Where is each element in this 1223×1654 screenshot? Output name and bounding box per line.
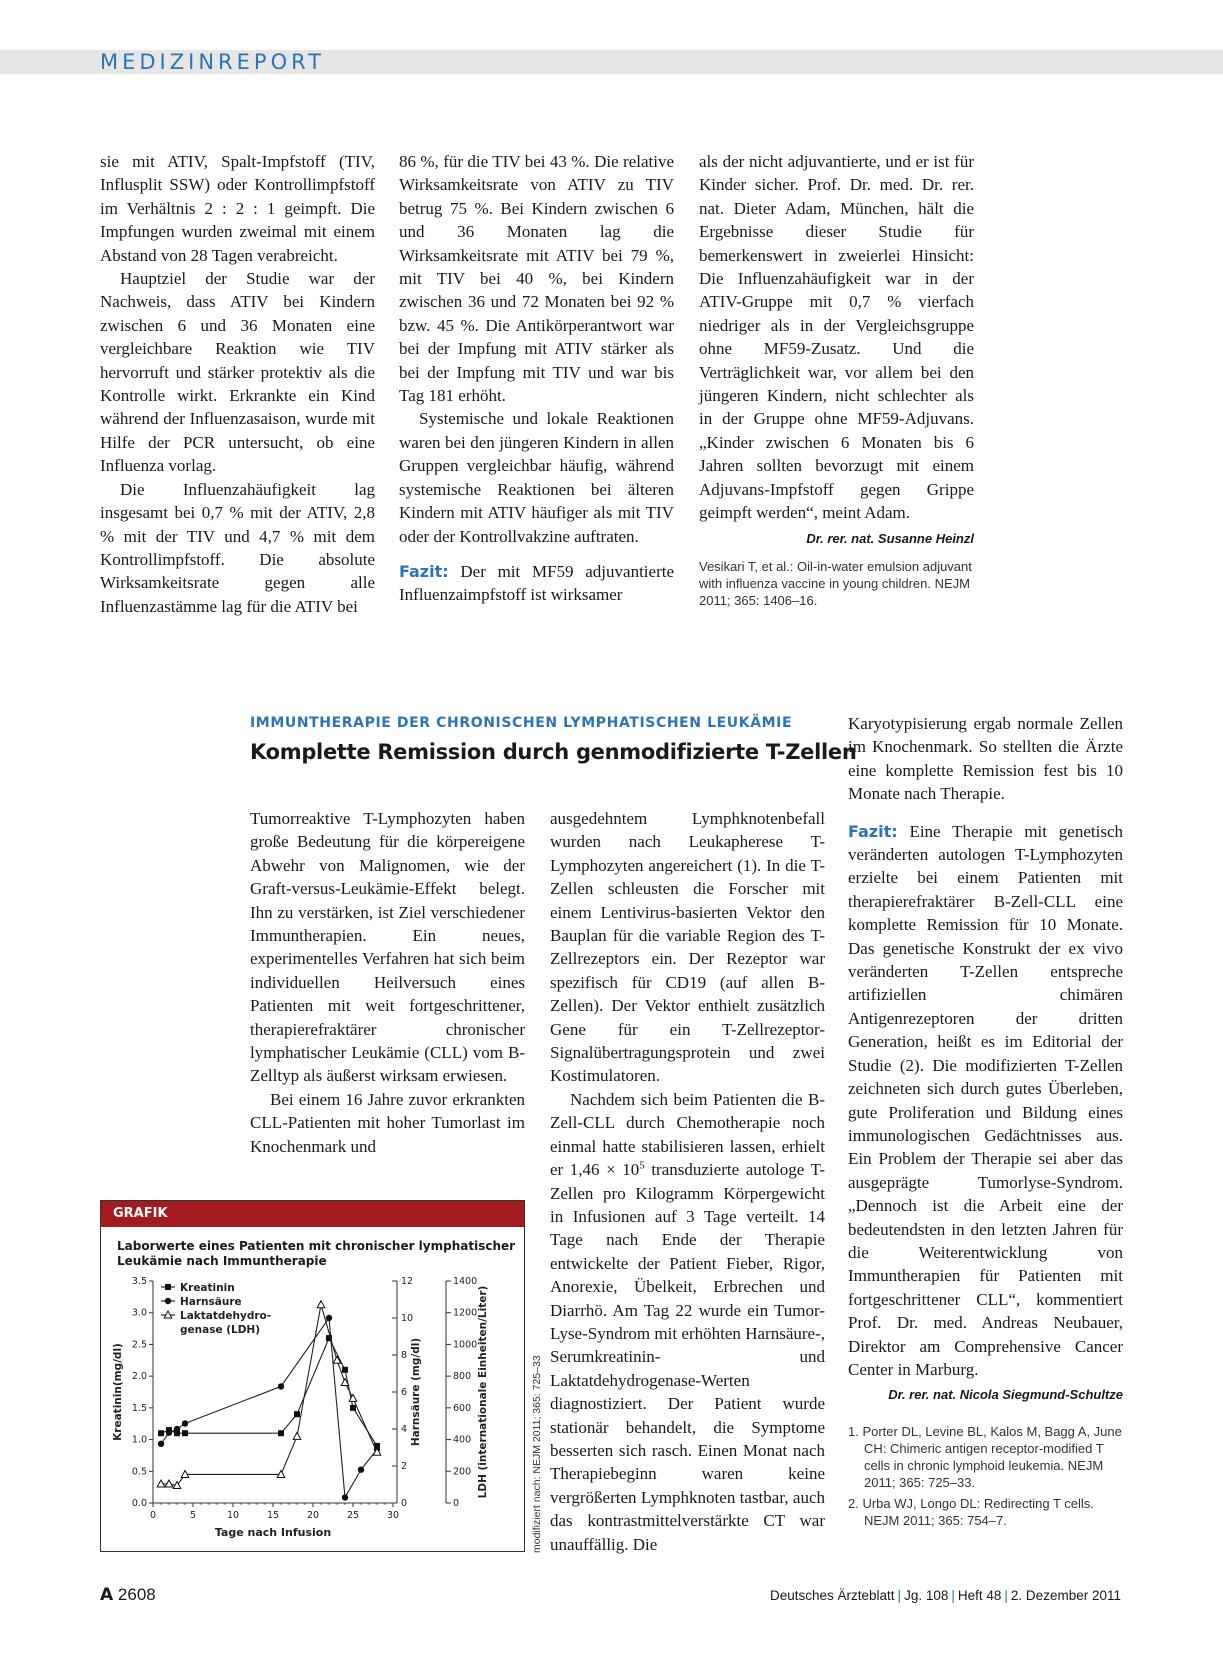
page-prefix: A bbox=[100, 1585, 114, 1605]
superscript: 5 bbox=[639, 1159, 645, 1172]
page-number bbox=[100, 1585, 156, 1605]
series-line-kreatinin bbox=[161, 1338, 377, 1446]
separator: | bbox=[1004, 1588, 1008, 1603]
fazit-paragraph bbox=[848, 820, 1123, 1382]
data-point-harnsaeure bbox=[342, 1494, 348, 1500]
data-point-harnsaeure bbox=[358, 1467, 364, 1473]
journal-issue: Heft 48 bbox=[957, 1588, 1002, 1603]
fazit-label: Fazit: bbox=[848, 821, 898, 841]
x-tick-label: 5 bbox=[189, 1510, 197, 1521]
legend-marker bbox=[165, 1298, 171, 1304]
legend-label: Laktatdehydro- bbox=[180, 1310, 272, 1322]
y-tick-label-mid: 6 bbox=[401, 1387, 408, 1398]
data-point-kreatinin bbox=[350, 1405, 356, 1411]
fazit-text: Eine Therapie mit genetisch veränderten autologen T-Lymphozyten erzielte bei einem Patienten mit therapierefraktärer B-Zell-CLL eine komplette Remission für 10 Monate. Das genetische Konstrukt der ex vivo veränderten T-Zellen entspreche artifiziellen chimären Antigenrezeptoren der dritten Generation, heißt es im Editorial der Studie (2). Die modifizierten T-Zellen zeichneten sich durch gutes Überleben, gute Proliferation und Bildung eines immunologischen Gedächtnisses aus. Ein Problem der Therapie sei aber das ausgeprägte Tumorlyse-Syndrom. „Dennoch ist die Arbeit eine der bedeutendsten in den letzten Jahren für die Weiterentwicklung von Immuntherapien für Patienten mit fortgeschrittener CLL“, kommentiert Prof. Dr. med. Andreas Neubauer, Direktor am Comprehensive Cancer Center in Marburg. bbox=[848, 821, 1123, 1379]
data-point-kreatinin bbox=[278, 1430, 284, 1436]
paragraph: Karyotypisierung ergab normale Zellen im Knochenmark. So stellten die Ärzte eine komplette Remission fest bis 10 Monate nach Therapie. bbox=[848, 714, 1123, 804]
y-tick-label-left: 2.5 bbox=[131, 1339, 147, 1351]
data-point-harnsaeure bbox=[158, 1441, 164, 1447]
y-tick-label-right: 1400 bbox=[453, 1276, 478, 1287]
x-axis-label: Tage nach Infusion bbox=[214, 1526, 332, 1539]
separator: | bbox=[951, 1588, 955, 1603]
journal-volume: Jg. 108 bbox=[904, 1588, 949, 1603]
figure-label: GRAFIK bbox=[101, 1201, 524, 1227]
y-tick-label-left: 0.5 bbox=[131, 1466, 147, 1478]
fazit-label: Fazit: bbox=[399, 561, 449, 581]
y-tick-label-mid: 12 bbox=[401, 1276, 414, 1287]
legend-label: Harnsäure bbox=[180, 1296, 242, 1308]
data-point-harnsaeure bbox=[174, 1426, 180, 1432]
text-span: transduzierte autologe T-Zellen pro Kilogramm Körpergewicht in Infusionen auf 3 Tage verteilt. 14 Tage nach Ende der Therapie entwickelte der Patient Fieber, Rigor, Anorexie, Übelkeit, Erbrechen und Diarrhö. Am Tag 22 wurde ein Tumor-Lyse-Syndrom mit erhöhten Harnsäure-, Serumkreatinin- und Laktatdehydrogenase-Werten diagnostiziert. Der Patient wurde stationär behandelt, die Symptome besserten sich rasch. Einen Monat nach Therapiebeginn waren keine vergrößerten Lymphknoten tastbar, auch das kontrastmittelverstärkte CT war unauffällig. Die bbox=[550, 1160, 825, 1554]
fazit-text: Der mit MF59 adjuvantierte Influenzaimpfstoff ist wirksamer bbox=[399, 561, 675, 605]
x-tick-label: 30 bbox=[386, 1510, 400, 1521]
paragraph: sie mit ATIV, Spalt-Impfstoff (TIV, Influsplit SSW) oder Kontrollimpfstoff im Verhältnis 2 : 2 : 1 geimpft. Die Impfungen wurden zweimal mit einem Abstand von 28 Tagen verabreicht. bbox=[100, 152, 375, 265]
data-point-ldh bbox=[317, 1301, 325, 1308]
figure-source: modifiziert nach: NEJM 2011; 365: 725–33 bbox=[531, 1355, 543, 1553]
article1-column-3 bbox=[699, 150, 974, 609]
y-tick-label-left: 1.5 bbox=[131, 1402, 147, 1414]
legend-marker bbox=[165, 1284, 171, 1290]
paragraph: als der nicht adjuvantierte, und er ist für Kinder sicher. Prof. Dr. med. Dr. rer. nat. Dieter Adam, München, hält die Ergebnisse dieser Studie für bemerkenswert in zweierlei Hinsicht: Die Influenzahäufigkeit war in der ATIV-Gruppe mit 0,7 % vierfach niedriger als in der Vergleichsgruppe ohne MF59-Zusatz. Und die Verträglichkeit war, vor allem bei den jüngeren Kindern, nicht schlechter als in der Gruppe ohne MF59-Adjuvans. „Kinder zwischen 6 Monaten bis 6 Jahren sollten bevorzugt mit einem Adjuvans-Impfstoff gegen Grippe geimpft werden“, meint Adam. bbox=[699, 152, 974, 523]
journal-name: Deutsches Ärzteblatt bbox=[769, 1588, 895, 1603]
figure-title: Laborwerte eines Patienten mit chronischer lymphatischer Leukämie nach Immuntherapie bbox=[117, 1239, 516, 1268]
y-tick-label-right: 0 bbox=[453, 1498, 460, 1509]
y-tick-label-right: 200 bbox=[453, 1466, 472, 1478]
paragraph: Systemische und lokale Reaktionen waren bei den jüngeren Kindern in allen Gruppen vergleichbar häufig, während systemische Reaktionen bei älteren Kindern mit ATIV häufiger als mit TIV oder der Kontrollvakzine auftraten. bbox=[399, 409, 674, 546]
paragraph: Hauptziel der Studie war der Nachweis, dass ATIV bei Kindern zwischen 6 und 36 Monaten eine vergleichbare Reaktion wie TIV hervorruft und stärker protektiv als die Kontrolle wirkt. Erkrankte ein Kind während der Influenzasaison, wurde mit Hilfe der PCR untersucht, ob eine Influenza vorlag. bbox=[100, 269, 375, 476]
y-tick-label-mid: 10 bbox=[401, 1313, 414, 1324]
y-tick-label-right: 1000 bbox=[453, 1339, 478, 1351]
separator: | bbox=[897, 1588, 902, 1603]
article2-column-2 bbox=[550, 807, 825, 1556]
x-tick-label: 20 bbox=[306, 1510, 320, 1521]
figure-box bbox=[100, 1200, 525, 1552]
article-kicker: IMMUNTHERAPIE DER CHRONISCHEN LYMPHATISCHEN LEUKÄMIE bbox=[250, 715, 793, 731]
article2-column-3 bbox=[848, 712, 1123, 1529]
reference: Vesikari T, et al.: Oil-in-water emulsion adjuvant with influenza vaccine in young children. NEJM 2011; 365: 1406–16. bbox=[699, 558, 972, 608]
y-tick-label-left: 0.0 bbox=[131, 1498, 147, 1509]
y-tick-label-mid: 8 bbox=[401, 1350, 408, 1361]
y-tick-label-right: 600 bbox=[453, 1402, 472, 1414]
y-tick-label-right: 800 bbox=[453, 1371, 472, 1383]
y-tick-label-mid: 2 bbox=[401, 1461, 408, 1472]
y-tick-label-left: 1.0 bbox=[131, 1434, 147, 1446]
fazit-paragraph bbox=[399, 560, 674, 607]
data-point-ldh bbox=[293, 1432, 301, 1439]
reference-list bbox=[848, 1423, 1123, 1529]
paragraph: Bei einem 16 Jahre zuvor erkrankten CLL-Patienten mit hoher Tumorlast im Knochenmark und bbox=[250, 1089, 525, 1156]
y-tick-label-left: 3.0 bbox=[131, 1307, 147, 1319]
paragraph: 86 %, für die TIV bei 43 %. Die relative Wirksamkeitsrate von ATIV zu TIV betrug 75 %. Bei Kindern zwischen 6 und 36 Monaten lag die Wirksamkeitsrate mit ATIV bei 79 %, mit TIV bei 40 %, bei Kindern zwischen 36 und 72 Monaten bei 92 % bzw. 45 %. Die Antikörperantwort war bei der Impfung mit ATIV stärker als bei der Impfung mit TIV und war bis Tag 181 erhöht. bbox=[399, 152, 674, 406]
y-tick-label-right: 400 bbox=[453, 1434, 472, 1446]
y-tick-label-right: 1200 bbox=[453, 1307, 478, 1319]
y-tick-label-mid: 4 bbox=[401, 1424, 408, 1435]
article-headline: Komplette Remission durch genmodifizierte T-Zellen bbox=[250, 740, 857, 764]
data-point-harnsaeure bbox=[278, 1383, 284, 1389]
text-span: Nachdem sich beim Patienten die B-Zell-CLL durch Chemotherapie noch einmal hatte stabilisieren lassen, erhielt er 1,46 × 10 bbox=[550, 1089, 825, 1180]
paragraph bbox=[550, 1088, 825, 1556]
article1-column-1 bbox=[100, 150, 375, 618]
data-point-kreatinin bbox=[294, 1411, 300, 1417]
data-point-kreatinin bbox=[158, 1430, 164, 1436]
chart bbox=[101, 1201, 523, 1553]
journal-date: 2. Dezember 2011 bbox=[1010, 1588, 1121, 1603]
author-byline: Dr. rer. nat. Susanne Heinzl bbox=[806, 530, 974, 546]
paragraph: ausgedehntem Lymphknotenbefall wurden nach Leukapherese T-Lymphozyten angereichert (1). In die T-Zellen schleusten die Forscher mit einem Lentivirus-basierten Vektor den Bauplan für die variable Region des T-Zellrezeptors ein. Der Rezeptor war spezifisch für CD19 (auf allen B-Zellen). Der Vektor enthielt zusätzlich Gene für ein T-Zellrezeptor-Signalübertragungsprotein und zwei Kostimulatoren. bbox=[550, 809, 825, 1086]
series-line-harnsaeure bbox=[161, 1318, 377, 1497]
y-tick-label-left: 3.5 bbox=[131, 1276, 147, 1287]
reference-item: 1. Porter DL, Levine BL, Kalos M, Bagg A, June CH: Chimeric antigen receptor-modified T cells in chronic lymphoid leukemia. NEJM 2011; 365: 725–33. bbox=[848, 1423, 1122, 1490]
y-axis-label-left: Kreatinin(mg/dl) bbox=[112, 1343, 124, 1441]
data-point-harnsaeure bbox=[182, 1420, 188, 1426]
data-point-kreatinin bbox=[342, 1367, 348, 1373]
x-tick-label: 15 bbox=[266, 1510, 280, 1521]
paragraph: Die Influenzahäufigkeit lag insgesamt bei 0,7 % mit der ATIV, 2,8 % mit der TIV und 4,7 % mit dem Kontrollimpfstoff. Die absolute Wirksamkeitsrate gegen alle Influenzastämme lag für die ATIV bei bbox=[100, 479, 375, 616]
x-tick-label: 0 bbox=[149, 1510, 157, 1521]
y-axis-label-right: LDH (internationale Einheiten/Liter) bbox=[477, 1285, 489, 1499]
article2-column-1 bbox=[250, 807, 525, 1158]
author-byline: Dr. rer. nat. Nicola Siegmund-Schultze bbox=[888, 1387, 1123, 1403]
article1-column-2 bbox=[399, 150, 674, 607]
journal-info bbox=[770, 1588, 1121, 1603]
paragraph: Tumorreaktive T-Lymphozyten haben große Bedeutung für die körpereigene Abwehr von Malignomen, wie der Graft-versus-Leukämie-Effekt belegt. Ihn zu verstärken, ist Ziel verschiedener Immuntherapien. Ein neues, experimentelles Verfahren hat sich beim individuellen Heilversuch eines Patienten mit weit fortgeschrittener, therapierefraktärer chronischer lymphatischer Leukämie (CLL) vom B-Zelltyp als äußerst wirksam erwiesen. bbox=[250, 809, 525, 1086]
data-point-kreatinin bbox=[182, 1430, 188, 1436]
x-tick-label: 10 bbox=[226, 1510, 240, 1521]
y-tick-label-mid: 0 bbox=[401, 1498, 408, 1509]
data-point-harnsaeure bbox=[326, 1315, 332, 1321]
legend-label: Kreatinin bbox=[180, 1282, 235, 1294]
reference-item: 2. Urba WJ, Longo DL: Redirecting T cells. NEJM 2011; 365: 754–7. bbox=[848, 1495, 1094, 1528]
data-point-harnsaeure bbox=[166, 1430, 172, 1436]
legend-label: genase (LDH) bbox=[180, 1324, 261, 1336]
section-header: MEDIZINREPORT bbox=[100, 50, 325, 74]
page-number-value: 2608 bbox=[117, 1585, 156, 1604]
y-axis-label-mid: Harnsäure (mg/dl) bbox=[410, 1337, 422, 1447]
x-tick-label: 25 bbox=[346, 1510, 360, 1521]
y-tick-label-left: 2.0 bbox=[131, 1371, 147, 1383]
